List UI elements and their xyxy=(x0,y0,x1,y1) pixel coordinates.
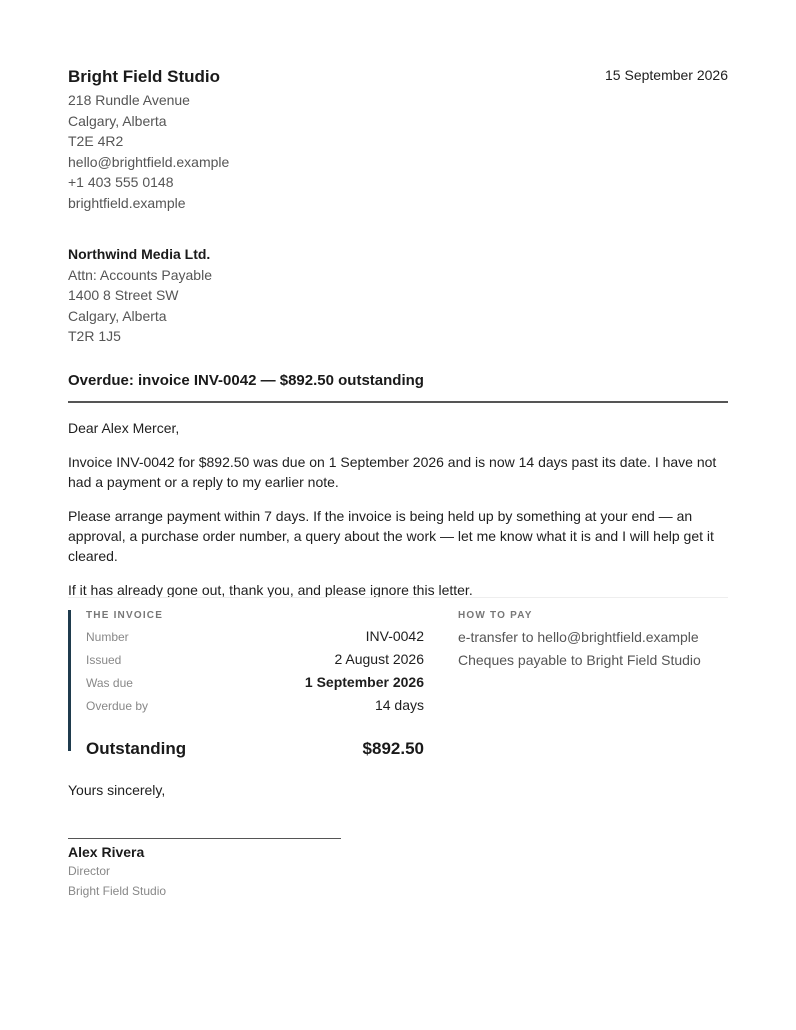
body-paragraph: Please arrange payment within 7 days. If the invoice is being held up by something at your end — an approval, a purchase order number, a query about the work — let me know what it is and I will help get it cleared. xyxy=(68,508,714,564)
payment-label: HOW TO PAY xyxy=(458,610,533,621)
signer-title: Director xyxy=(68,864,111,878)
invoice-row-value: 1 September 2026 xyxy=(304,674,424,690)
signer-name: Alex Rivera xyxy=(68,844,145,860)
closing: Yours sincerely, xyxy=(68,782,166,798)
sender-name: Bright Field Studio xyxy=(68,67,221,86)
invoice-summary xyxy=(68,597,728,758)
payment-line: e-transfer to hello@brightfield.example xyxy=(458,629,699,645)
letter-subject: Overdue: invoice INV-0042 — $892.50 outstanding xyxy=(68,371,728,403)
invoice-row-key: Issued xyxy=(86,653,122,667)
letter-header xyxy=(68,0,728,230)
letter-date: 15 September 2026 xyxy=(605,67,728,83)
signer-block xyxy=(68,843,166,901)
invoice-label: THE INVOICE xyxy=(86,610,164,621)
recipient-line: 1400 8 Street SW xyxy=(68,287,179,303)
invoice-row-key: Number xyxy=(86,630,129,644)
signature-line xyxy=(68,838,341,839)
greeting: Dear Alex Mercer, xyxy=(68,420,180,436)
letter-page xyxy=(68,0,728,898)
sender-address-line: Calgary, Alberta xyxy=(68,112,167,129)
invoice-row-number xyxy=(86,628,424,648)
invoice-row-value: 2 August 2026 xyxy=(334,651,424,667)
payment-line: Cheques payable to Bright Field Studio xyxy=(458,652,701,668)
sender-address xyxy=(68,90,229,213)
recipient-name: Northwind Media Ltd. xyxy=(68,246,211,262)
recipient-line: T2R 1J5 xyxy=(68,328,121,344)
recipient-address xyxy=(68,244,212,347)
payment-instructions xyxy=(458,610,728,672)
invoice-row-issued xyxy=(86,651,424,671)
sender-address-line: T2E 4R2 xyxy=(68,133,124,149)
recipient-line: Attn: Accounts Payable xyxy=(68,266,212,283)
invoice-details xyxy=(68,610,427,758)
sender-email: hello@brightfield.example xyxy=(68,153,230,170)
letter-body xyxy=(68,418,730,614)
invoice-row-overdue xyxy=(86,697,424,717)
outstanding-label: Outstanding xyxy=(86,739,187,758)
signer-company: Bright Field Studio xyxy=(68,884,167,898)
sender-website: brightfield.example xyxy=(68,194,186,211)
body-paragraph: Invoice INV-0042 for $892.50 was due on 1 September 2026 and is now 14 days past its date. I have not had a payment or a reply to my earlier note. xyxy=(68,454,717,490)
sender-phone: +1 403 555 0148 xyxy=(68,174,174,190)
invoice-row-key: Overdue by xyxy=(86,699,149,713)
invoice-row-value: INV-0042 xyxy=(365,628,424,644)
outstanding-amount: $892.50 xyxy=(362,739,424,758)
sender-address-line: 218 Rundle Avenue xyxy=(68,92,190,108)
invoice-row-value: 14 days xyxy=(374,697,424,713)
recipient-line: Calgary, Alberta xyxy=(68,307,167,324)
body-paragraph: If it has already gone out, thank you, and please ignore this letter. xyxy=(68,582,473,598)
invoice-row-key: Was due xyxy=(86,676,133,690)
invoice-row-due xyxy=(86,674,424,694)
